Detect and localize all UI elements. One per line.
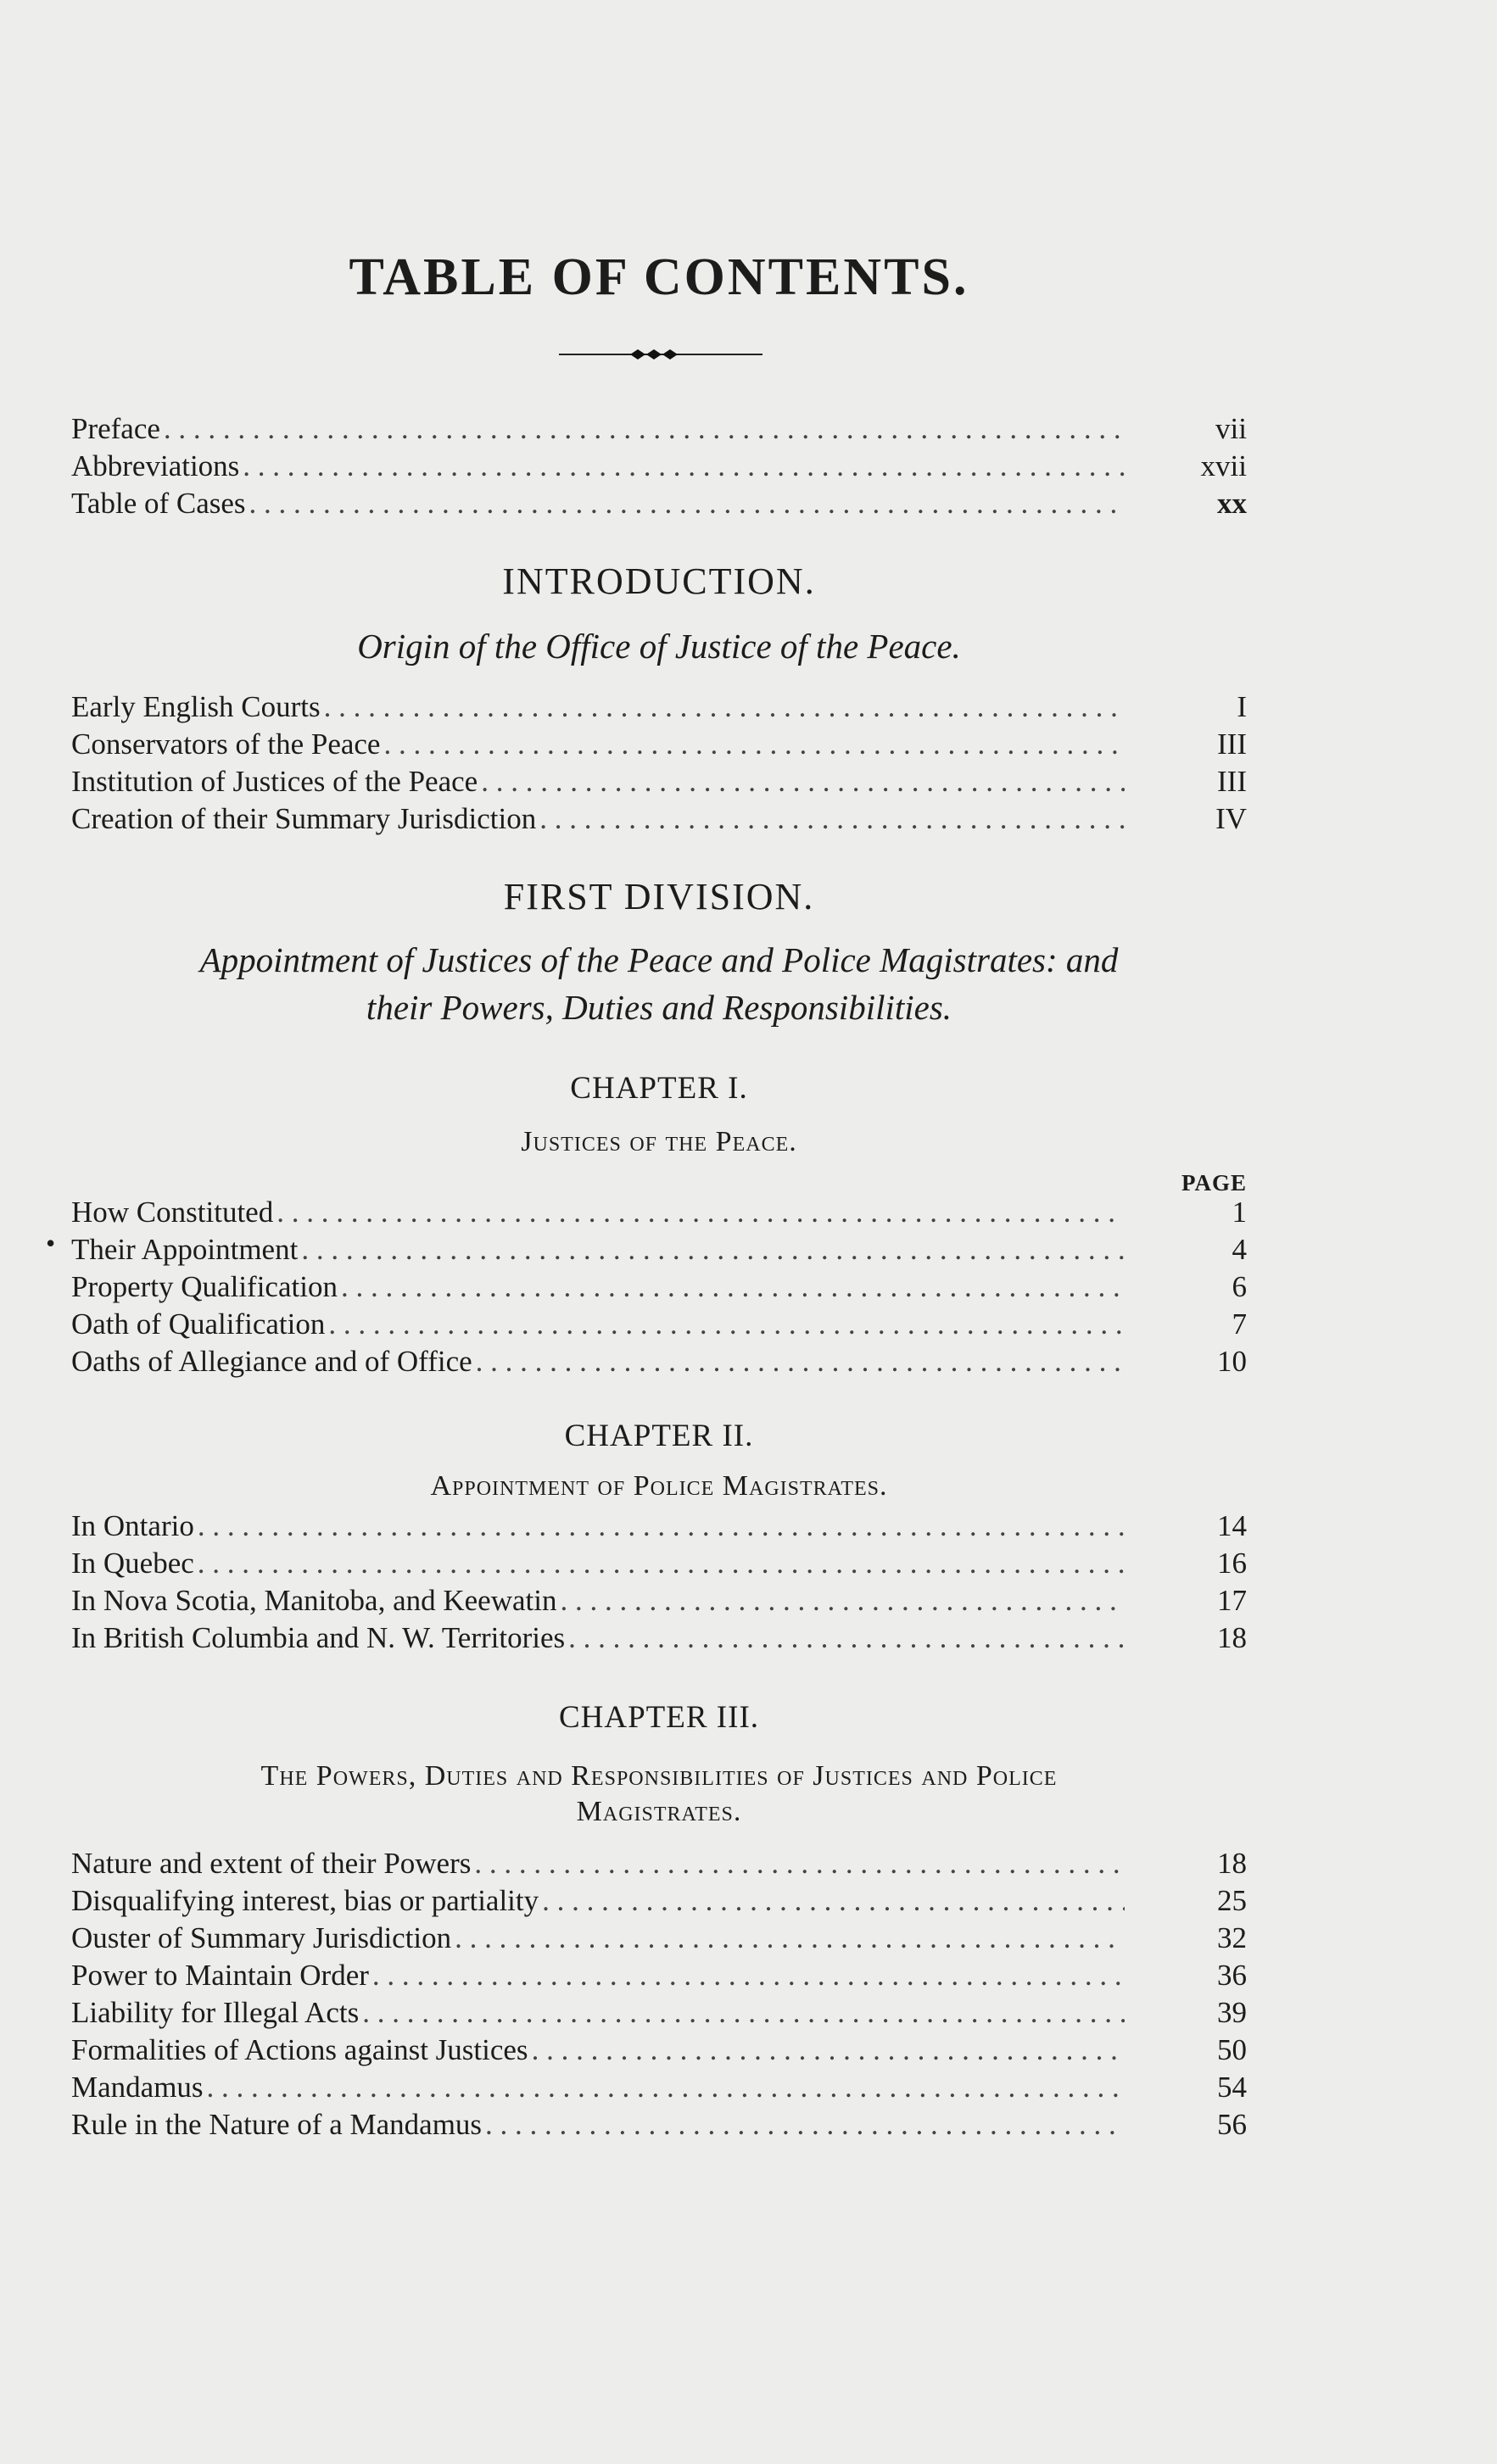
toc-entry-label: Table of Cases (71, 487, 246, 520)
toc-entry-page: 18 (1217, 1847, 1247, 1880)
toc-entry-page: xvii (1200, 449, 1247, 482)
toc-entry-label: Institution of Justices of the Peace (71, 765, 478, 798)
toc-entry[interactable] (71, 1345, 1247, 1382)
leader-dots (207, 2071, 1125, 2104)
front-matter-list (71, 412, 1247, 524)
toc-entry[interactable] (71, 1996, 1247, 2033)
toc-entry[interactable] (71, 2033, 1247, 2071)
toc-entry-label: Disqualifying interest, bias or partiality (71, 1884, 539, 1917)
toc-entry[interactable] (71, 412, 1247, 449)
toc-entry-page: 10 (1217, 1345, 1247, 1378)
toc-entry-page: 25 (1217, 1884, 1247, 1917)
toc-entry[interactable] (71, 1307, 1247, 1345)
toc-entry[interactable] (71, 1847, 1247, 1884)
introduction-subtitle: Origin of the Office of Justice of the Peace. (357, 627, 961, 666)
leader-dots (455, 1921, 1125, 1955)
leader-dots (476, 1345, 1125, 1379)
toc-entry[interactable] (71, 1584, 1247, 1621)
leader-dots (485, 2108, 1125, 2142)
toc-entry-page: 32 (1217, 1921, 1247, 1954)
ornament-divider (559, 346, 762, 363)
toc-entry-page: 18 (1217, 1621, 1247, 1654)
leader-dots (568, 1621, 1125, 1655)
toc-entry-label: How Constituted (71, 1196, 274, 1229)
toc-entry-label: Formalities of Actions against Justices (71, 2033, 528, 2066)
toc-entry[interactable] (71, 487, 1247, 524)
first-division-subtitle-line2: their Powers, Duties and Responsibilities. (366, 988, 952, 1027)
toc-entry[interactable] (71, 1959, 1247, 1996)
leader-dots (276, 1196, 1125, 1229)
leader-dots (198, 1509, 1125, 1543)
introduction-list (71, 690, 1247, 839)
toc-entry-label: Preface (71, 412, 160, 445)
toc-entry-page: xx (1217, 487, 1247, 520)
toc-entry-label: Conservators of the Peace (71, 727, 381, 761)
leader-dots (474, 1847, 1125, 1881)
chapter3-list (71, 1847, 1247, 2145)
toc-entry[interactable] (71, 1509, 1247, 1547)
toc-entry-label: In Nova Scotia, Manitoba, and Keewatin (71, 1584, 557, 1617)
toc-entry-page: 4 (1232, 1233, 1247, 1266)
toc-entry-label: Ouster of Summary Jurisdiction (71, 1921, 452, 1954)
toc-entry-label: Their Appointment (71, 1233, 299, 1266)
toc-entry-label: Power to Maintain Order (71, 1959, 369, 1992)
leader-dots (542, 1884, 1125, 1918)
chapter3-subtitle-line1: The Powers, Duties and Responsibilities of Justices and Police (260, 1760, 1058, 1792)
toc-entry[interactable] (71, 765, 1247, 802)
chapter3-subtitle-line2: Magistrates. (576, 1796, 742, 1827)
toc-entry-page: 14 (1217, 1509, 1247, 1542)
toc-entry-page: 17 (1217, 1584, 1247, 1617)
toc-entry-page: 36 (1217, 1959, 1247, 1992)
toc-entry-page: IV (1215, 802, 1247, 835)
toc-entry-label: In Quebec (71, 1547, 194, 1580)
toc-entry[interactable] (71, 1270, 1247, 1307)
leader-dots (481, 765, 1125, 799)
leader-dots (539, 802, 1125, 836)
leader-dots (328, 1307, 1125, 1341)
first-division-subtitle-line1: Appointment of Justices of the Peace and Police Magistrates: and (199, 940, 1119, 979)
toc-entry-label: In Ontario (71, 1509, 194, 1542)
toc-entry[interactable] (71, 1921, 1247, 1959)
chapter2-heading: CHAPTER II. (564, 1419, 754, 1453)
margin-mark: • (46, 1228, 56, 1258)
toc-entry-page: vii (1215, 412, 1247, 445)
toc-entry[interactable] (71, 727, 1247, 765)
leader-dots (532, 2033, 1125, 2067)
toc-entry-page: III (1217, 727, 1247, 761)
chapter1-list (71, 1196, 1247, 1382)
toc-entry[interactable] (71, 1884, 1247, 1921)
toc-entry[interactable] (71, 2108, 1247, 2145)
toc-entry-page: 16 (1217, 1547, 1247, 1580)
leader-dots (243, 449, 1125, 483)
toc-entry-label: Rule in the Nature of a Mandamus (71, 2108, 483, 2141)
introduction-heading: INTRODUCTION. (502, 560, 816, 602)
first-division-heading: FIRST DIVISION. (503, 876, 815, 917)
toc-entry[interactable] (71, 1621, 1247, 1658)
toc-entry-label: Oaths of Allegiance and of Office (71, 1345, 472, 1378)
toc-entry-page: 6 (1232, 1270, 1247, 1303)
toc-entry[interactable] (71, 1233, 1247, 1270)
toc-entry-page: III (1217, 765, 1247, 798)
toc-entry-label: Early English Courts (71, 690, 321, 723)
toc-entry[interactable] (71, 449, 1247, 487)
toc-entry-label: In British Columbia and N. W. Territories (71, 1621, 566, 1654)
toc-entry[interactable] (71, 2071, 1247, 2108)
toc-entry-page: 56 (1217, 2108, 1247, 2141)
toc-entry[interactable] (71, 1547, 1247, 1584)
toc-entry-label: Creation of their Summary Jurisdiction (71, 802, 537, 835)
toc-entry-page: 1 (1232, 1196, 1247, 1229)
toc-entry-page: I (1237, 690, 1247, 723)
leader-dots (341, 1270, 1125, 1304)
leader-dots (249, 487, 1125, 521)
leader-dots (198, 1547, 1125, 1580)
leader-dots (301, 1233, 1125, 1267)
toc-entry-page: 54 (1217, 2071, 1247, 2104)
toc-entry-label: Liability for Illegal Acts (71, 1996, 360, 2029)
toc-entry-label: Property Qualification (71, 1270, 338, 1303)
leader-dots (560, 1584, 1125, 1618)
toc-entry-label: Mandamus (71, 2071, 204, 2104)
leader-dots (383, 727, 1125, 761)
chapter2-subtitle: Appointment of Police Magistrates. (430, 1470, 888, 1502)
toc-entry-page: 50 (1217, 2033, 1247, 2066)
page-title: TABLE OF CONTENTS. (349, 248, 969, 306)
toc-entry-label: Nature and extent of their Powers (71, 1847, 472, 1880)
toc-entry-label: Abbreviations (71, 449, 240, 482)
leader-dots (362, 1996, 1125, 2030)
toc-entry[interactable] (71, 1196, 1247, 1233)
leader-dots (372, 1959, 1125, 1993)
toc-entry[interactable] (71, 690, 1247, 727)
chapter2-list (71, 1509, 1247, 1658)
leader-dots (164, 412, 1125, 446)
toc-entry-page: 39 (1217, 1996, 1247, 2029)
page-column-header: PAGE (1181, 1170, 1247, 1196)
toc-entry[interactable] (71, 802, 1247, 839)
toc-entry-page: 7 (1232, 1307, 1247, 1341)
chapter1-heading: CHAPTER I. (570, 1071, 748, 1106)
toc-entry-label: Oath of Qualification (71, 1307, 326, 1341)
chapter1-subtitle: Justices of the Peace. (521, 1126, 797, 1157)
leader-dots (324, 690, 1125, 724)
chapter3-heading: CHAPTER III. (558, 1700, 760, 1735)
